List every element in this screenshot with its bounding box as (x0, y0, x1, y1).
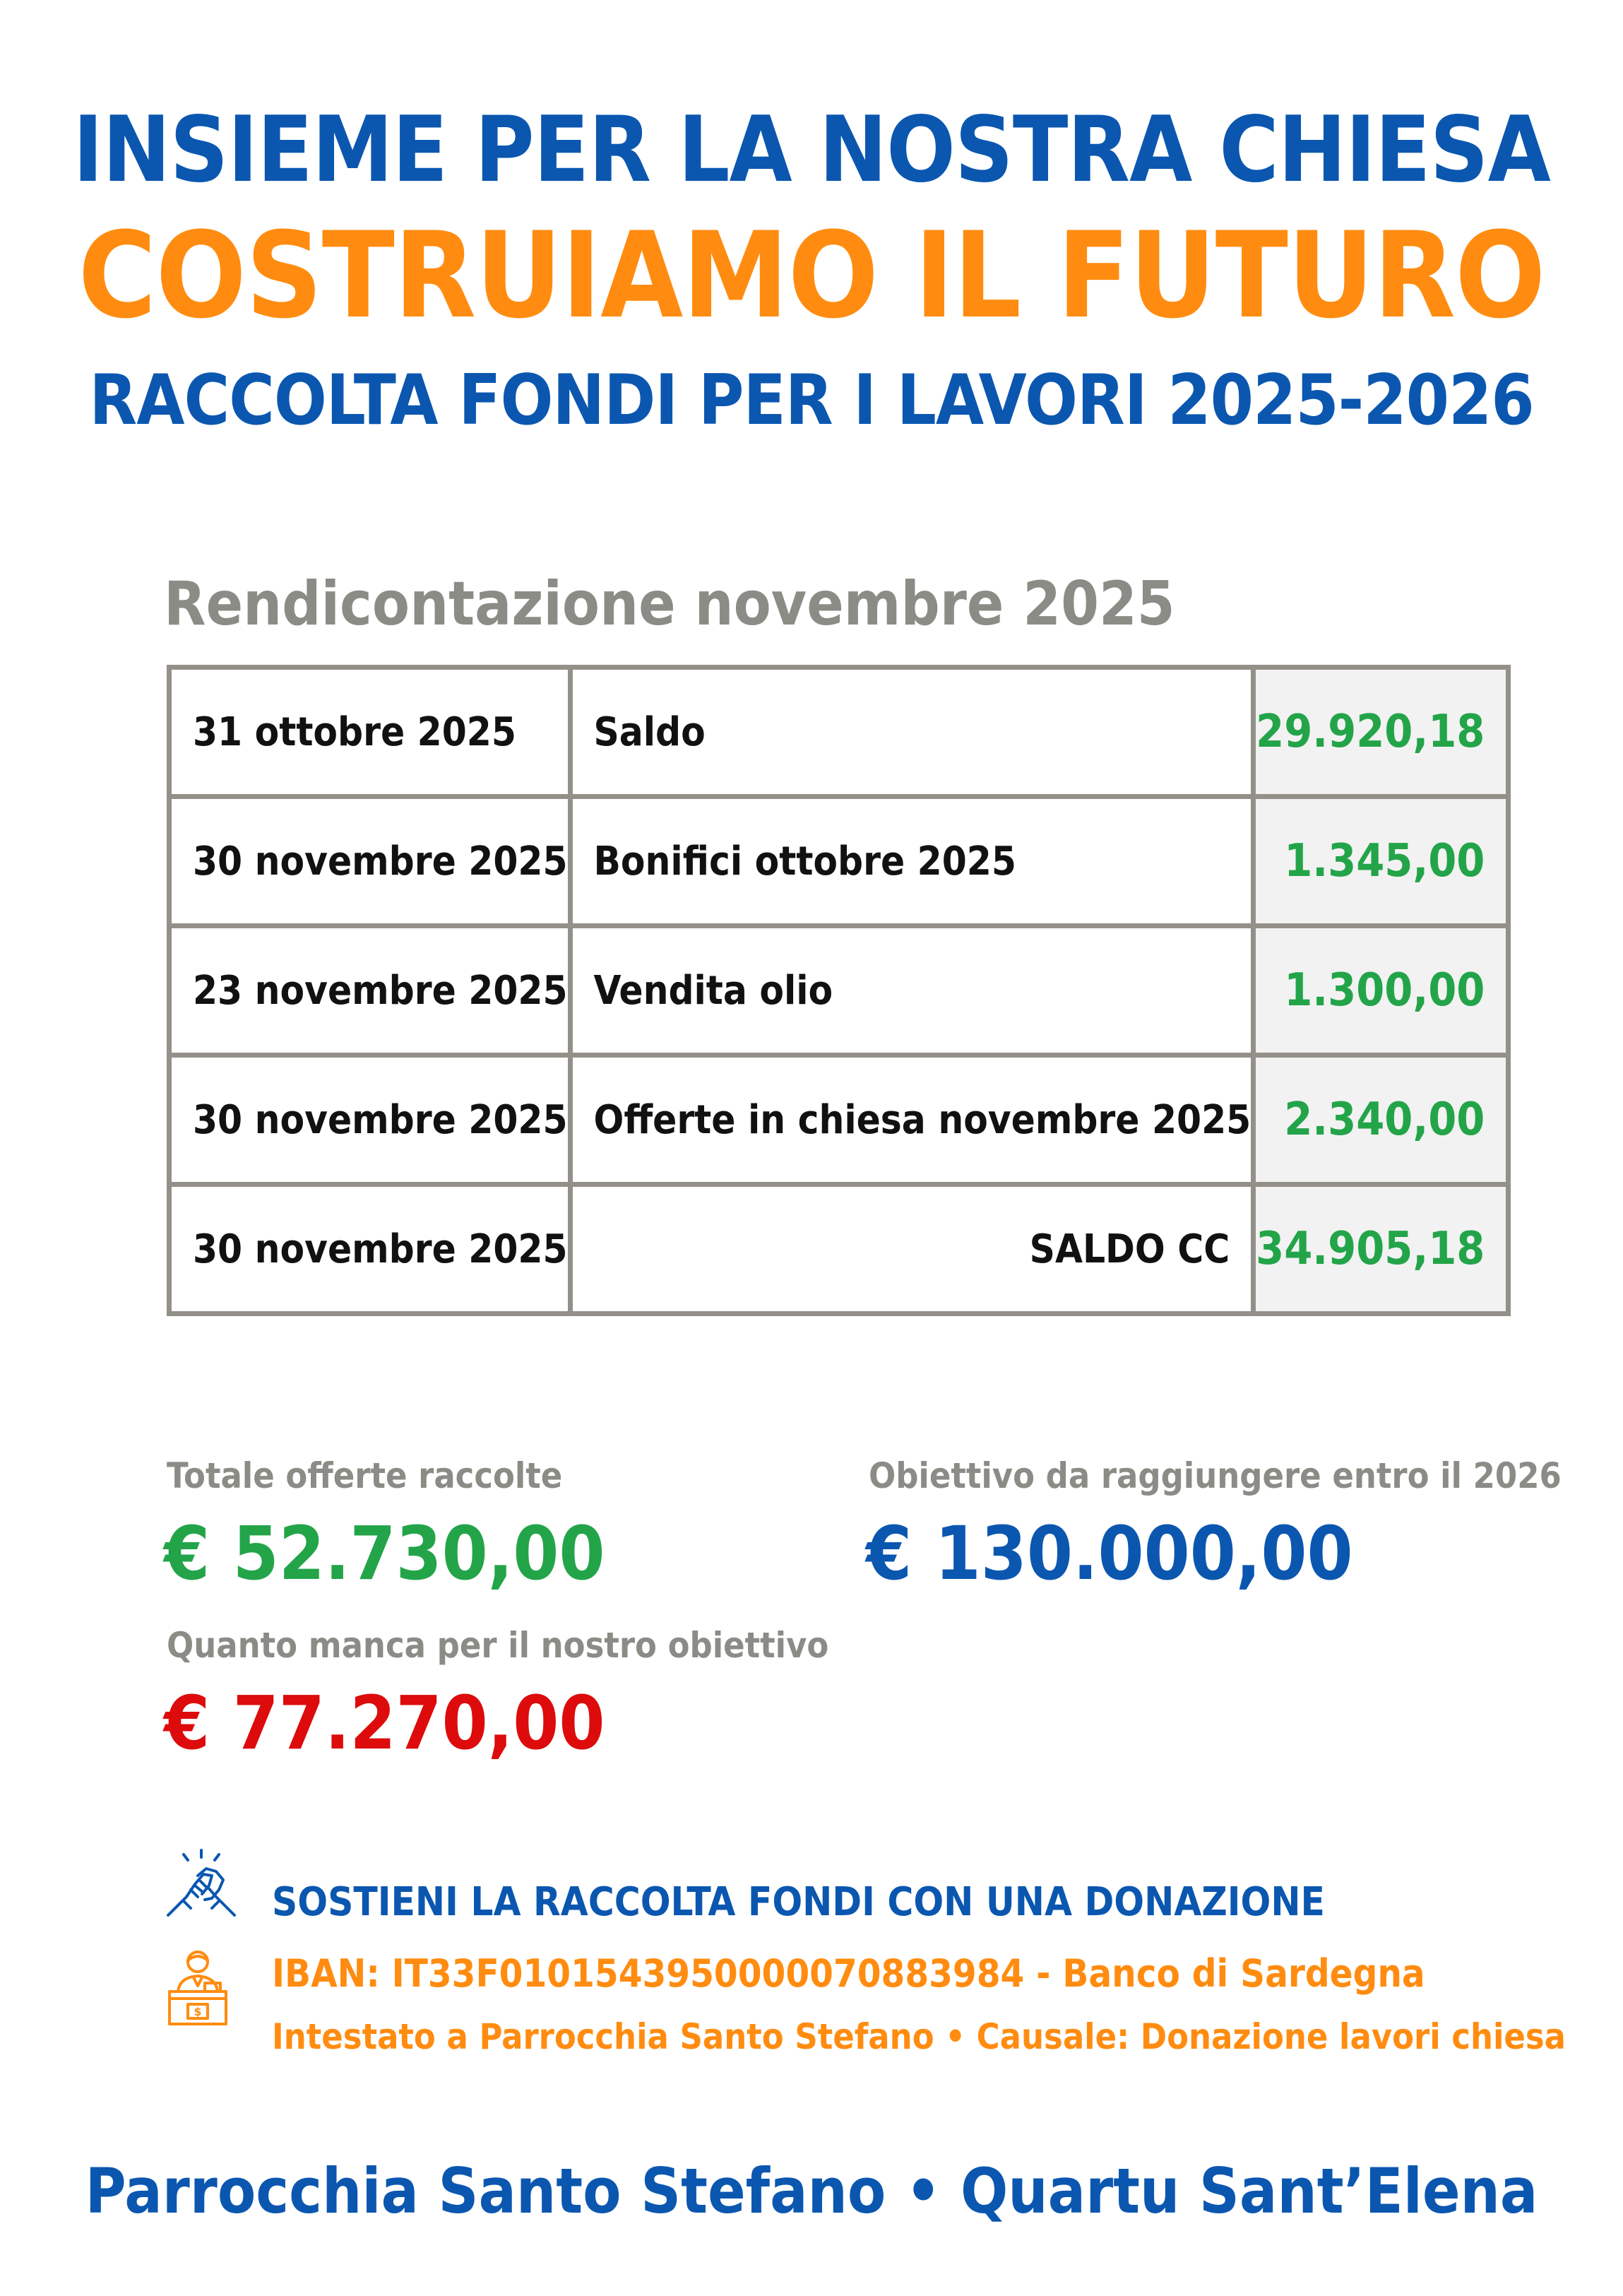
total-label: Totale offerte raccolte (167, 1455, 563, 1496)
row-description: Saldo (570, 668, 1254, 797)
row-amount: 29.920,18 (1254, 668, 1509, 797)
cashier-icon (162, 1946, 233, 2031)
handshake-icon (162, 1847, 240, 1925)
row-description: Vendita olio (570, 926, 1254, 1055)
row-date: 30 novembre 2025 (170, 797, 571, 926)
row-amount: 1.300,00 (1254, 926, 1509, 1055)
total-value: € 52.730,00 (164, 1510, 605, 1597)
donation-call-to-action: SOSTIENI LA RACCOLTA FONDI CON UNA DONAZIONE (272, 1879, 1325, 1925)
row-description: SALDO CC (570, 1185, 1254, 1314)
holder-line: Intestato a Parrocchia Santo Stefano • Causale: Donazione lavori chiesa (272, 2016, 1566, 2057)
missing-value: € 77.270,00 (164, 1680, 605, 1766)
report-title: Rendicontazione novembre 2025 (164, 569, 1175, 639)
table-row (170, 797, 1509, 926)
goal-label: Obiettivo da raggiungere entro il 2026 (869, 1455, 1562, 1496)
row-date: 30 novembre 2025 (170, 1055, 571, 1185)
row-description: Bonifici ottobre 2025 (570, 797, 1254, 926)
goal-value: € 130.000,00 (866, 1510, 1353, 1597)
row-date: 23 novembre 2025 (170, 926, 571, 1055)
row-amount: 1.345,00 (1254, 797, 1509, 926)
missing-label: Quanto manca per il nostro obiettivo (167, 1625, 829, 1666)
svg-text:$: $ (194, 2005, 202, 2018)
table-row (170, 1055, 1509, 1185)
headline-fundraising: RACCOLTA FONDI PER I LAVORI 2025-2026 (89, 360, 1534, 441)
row-date: 31 ottobre 2025 (170, 668, 571, 797)
row-amount: 34.905,18 (1254, 1185, 1509, 1314)
row-date: 30 novembre 2025 (170, 1185, 571, 1314)
row-amount: 2.340,00 (1254, 1055, 1509, 1185)
table-row (170, 668, 1509, 797)
row-description: Offerte in chiesa novembre 2025 (570, 1055, 1254, 1185)
headline-build-future: COSTRUIAMO IL FUTURO (78, 206, 1545, 345)
footer-parish: Parrocchia Santo Stefano • Quartu Sant’Elena (85, 2155, 1538, 2227)
table-row-balance (170, 1185, 1509, 1314)
ledger-table (167, 665, 1511, 1316)
table-row (170, 926, 1509, 1055)
headline-together: INSIEME PER LA NOSTRA CHIESA (73, 97, 1550, 203)
iban-line: IBAN: IT33F0101543950000070883984 - Banco di Sardegna (272, 1951, 1425, 1996)
